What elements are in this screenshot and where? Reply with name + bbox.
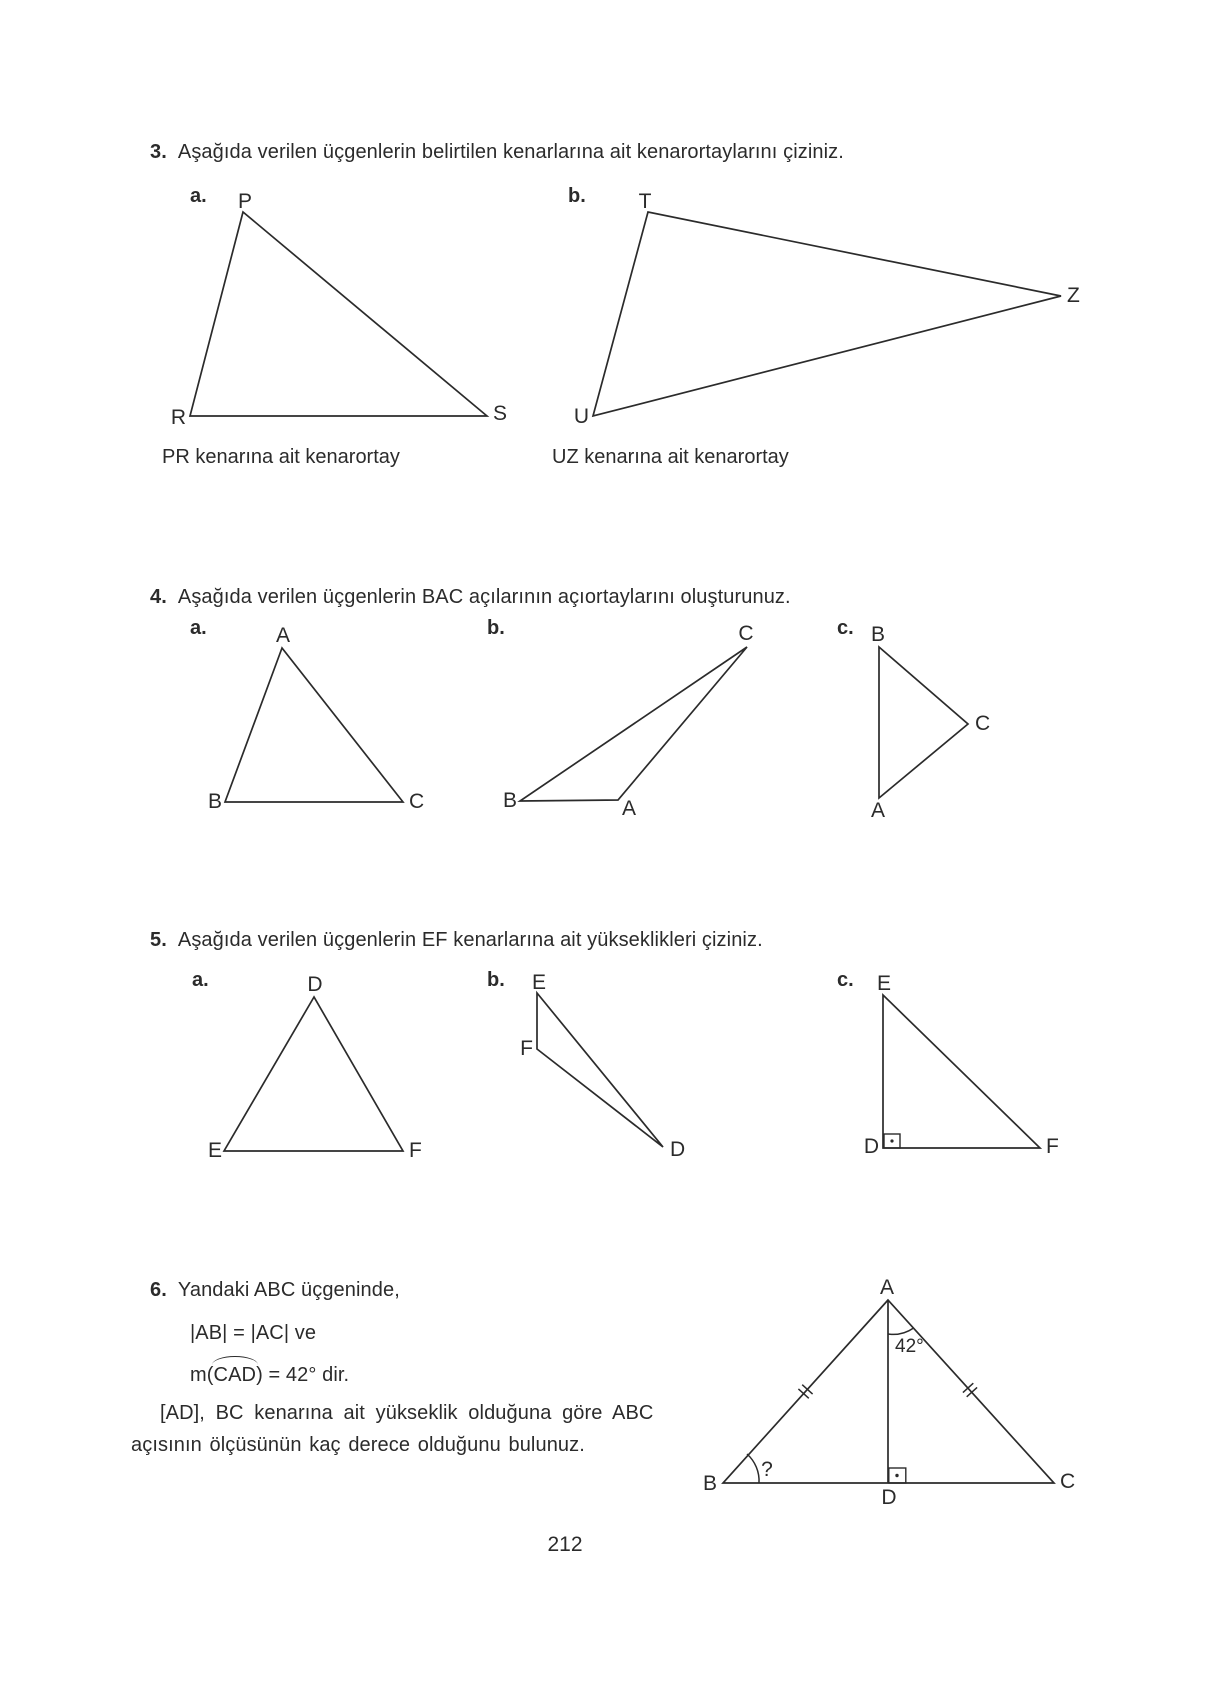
figure-5c: [837, 969, 1059, 1158]
vertex-label-e: E: [207, 1139, 222, 1162]
right-angle-dot: [895, 1474, 898, 1477]
question-6-line4: [AD], BC kenarına ait yükseklik olduğuna göre ABC: [160, 1402, 654, 1424]
item-label-4a: a.: [190, 617, 207, 639]
angle-measure-suffix: ) = 42° dir.: [256, 1364, 350, 1386]
vertex-label-b: B: [207, 790, 222, 813]
question-4-number: 4.: [150, 586, 167, 608]
question-6-line2: |AB| = |AC| ve: [190, 1322, 317, 1344]
figure-5a: [192, 969, 422, 1162]
question-5-number: 5.: [150, 929, 167, 951]
triangle-tuz: [593, 212, 1061, 416]
item-label-4c: c.: [837, 617, 854, 639]
item-label-3b: b.: [568, 185, 586, 207]
figure-4c: [837, 617, 990, 822]
figure-3a-caption: PR kenarına ait kenarortay: [162, 446, 400, 468]
vertex-label-b: B: [702, 1472, 717, 1495]
vertex-label-b: B: [502, 789, 517, 812]
figure-6: [703, 1276, 1075, 1509]
vertex-label-f: F: [409, 1139, 422, 1162]
vertex-label-d: D: [670, 1138, 686, 1161]
triangle-edf-5c: [883, 995, 1040, 1148]
item-label-4b: b.: [487, 617, 505, 639]
vertex-label-a: A: [275, 624, 291, 647]
item-label-5c: c.: [837, 969, 854, 991]
triangle-def-5a: [224, 997, 403, 1151]
vertex-label-a: A: [870, 799, 886, 822]
item-label-5b: b.: [487, 969, 505, 991]
vertex-label-c: C: [738, 622, 754, 645]
vertex-label-c: C: [409, 790, 425, 813]
angle-arc-b: [747, 1454, 759, 1483]
vertex-label-r: R: [170, 406, 186, 429]
vertex-label-a: A: [622, 797, 637, 820]
vertex-label-p: P: [237, 190, 253, 213]
vertex-label-u: U: [573, 405, 589, 428]
vertex-label-c: C: [1060, 1470, 1076, 1493]
vertex-label-d: D: [863, 1135, 879, 1158]
angle-arc-a: [888, 1328, 914, 1334]
triangle-abc-4c: [879, 647, 968, 798]
question-6-line5: açısının ölçüsünün kaç derece olduğunu bulunuz.: [131, 1434, 585, 1456]
vertex-label-e: E: [531, 971, 547, 994]
figure-4a: [190, 617, 424, 813]
question-6-line1: Yandaki ABC üçgeninde,: [177, 1279, 400, 1301]
vertex-label-d: D: [307, 973, 323, 996]
vertex-label-t: T: [638, 190, 652, 213]
vertex-label-f: F: [520, 1037, 533, 1060]
right-angle-dot: [890, 1139, 893, 1142]
item-label-5a: a.: [192, 969, 209, 991]
angle-name-with-arc: CAD: [213, 1364, 257, 1386]
triangle-abc-4a: [225, 648, 403, 802]
vertex-label-a: A: [879, 1276, 895, 1299]
vertex-label-e: E: [876, 972, 892, 995]
page-number: 212: [547, 1533, 583, 1556]
angle-measure-prefix: m(: [190, 1364, 214, 1386]
figure-3b-caption: UZ kenarına ait kenarortay: [552, 446, 789, 468]
figure-5b: [487, 969, 685, 1161]
vertex-label-b: B: [870, 623, 886, 646]
figure-3b: [568, 185, 1080, 428]
triangle-efd-5b: [537, 993, 663, 1147]
question-4-statement: Aşağıda verilen üçgenlerin BAC açılarının açıortaylarını oluşturunuz.: [177, 586, 791, 608]
vertex-label-z: Z: [1067, 284, 1080, 307]
figure-3a: [171, 185, 507, 429]
question-3-number: 3.: [150, 141, 167, 163]
figure-4b: [487, 617, 754, 820]
question-6-number: 6.: [150, 1279, 167, 1301]
question-3-statement: Aşağıda verilen üçgenlerin belirtilen kenarlarına ait kenarortaylarını çiziniz.: [177, 141, 844, 163]
vertex-label-f: F: [1046, 1135, 1059, 1158]
triangle-prs: [190, 212, 487, 416]
vertex-label-c: C: [975, 712, 991, 735]
triangle-abc-4b: [520, 647, 747, 801]
question-5-statement: Aşağıda verilen üçgenlerin EF kenarlarına ait yükseklikleri çiziniz.: [177, 929, 763, 951]
vertex-label-d: D: [881, 1486, 897, 1509]
unknown-angle-label: ?: [761, 1458, 773, 1481]
item-label-3a: a.: [190, 185, 207, 207]
vertex-label-s: S: [493, 402, 508, 425]
angle-value-label: 42°: [895, 1336, 924, 1357]
